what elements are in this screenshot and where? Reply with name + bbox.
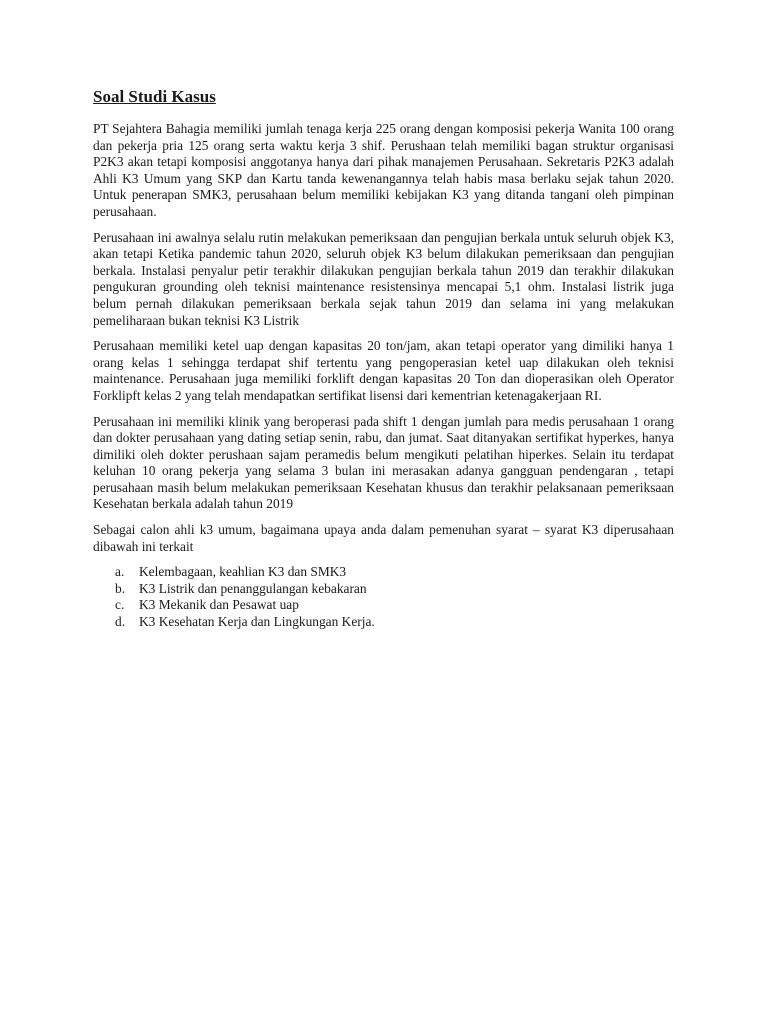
list-item: [115, 614, 674, 631]
list-marker: c.: [115, 597, 125, 613]
paragraph-company-profile: PT Sejahtera Bahagia memiliki jumlah tenaga kerja 225 orang dengan komposisi pekerja Wanita 100 orang dan pekerja pria 125 orang serta waktu kerja 3 shif. Perushaan telah memiliki bagan struktur organisasi P2K3 akan tetapi komposisi anggotanya hanya dari pihak manajemen Perusahaan. Sekretaris P2K3 adalah Ahli K3 Umum yang SKP dan Kartu tanda kewenangannya telah habis masa berlaku sejak tahun 2020. Untuk penerapan SMK3, perusahaan belum memiliki kebijakan K3 yang ditanda tangani oleh pimpinan perusahaan.: [93, 121, 674, 219]
list-marker: d.: [115, 614, 126, 630]
list-marker: b.: [115, 580, 126, 596]
list-item-text: K3 Kesehatan Kerja dan Lingkungan Kerja.: [139, 614, 375, 630]
paragraph-boiler-forklift: Perusahaan memiliki ketel uap dengan kapasitas 20 ton/jam, akan tetapi operator yang dimiliki hanya 1 orang kelas 1 sehingga terdapat shif tertentu yang pengoperasian ketel uap dilakukan oleh teknisi maintenance. Perusahaan juga memiliki forklift dengan kapasitas 20 Ton dan dioperasikan oleh Operator Forklipft kelas 2 yang telah mendapatkan sertifikat lisensi dari kementrian ketenagakerjaan RI.: [93, 338, 674, 403]
question-list: [93, 564, 674, 630]
paragraph-question: Sebagai calon ahli k3 umum, bagaimana upaya anda dalam pemenuhan syarat – syarat K3 diperusahaan dibawah ini terkait: [93, 522, 674, 554]
list-marker: a.: [115, 564, 125, 580]
paragraph-clinic: Perusahaan ini memiliki klinik yang beroperasi pada shift 1 dengan jumlah para medis perusahaan 1 orang dan dokter perusahaan yang dating setiap senin, rabu, dan jumat. Saat ditanyakan sertifikat hyperkes, hanya dimiliki oleh dokter perushaan sajam peramedis belum mengikuti pelatihan hiperkes. Selain itu terdapat keluhan 10 orang pekerja yang selama 3 bulan ini merasakan adanya gangguan pendengaran , tetapi perusahaan masih belum melakukan pemeriksaan Kesehatan khusus dan terakhir pelaksanaan pemeriksaan Kesehatan berkala adalah tahun 2019: [93, 413, 674, 512]
list-item: [115, 597, 674, 614]
document-title: Soal Studi Kasus: [93, 87, 216, 106]
paragraph-inspection: Perusahaan ini awalnya selalu rutin melakukan pemeriksaan dan pengujian berkala untuk seluruh objek K3, akan tetapi Ketika pandemic tahun 2020, seluruh objek K3 belum dilakukan pemeriksaan dan pengujian berkala. Instalasi penyalur petir terakhir dilakukan pengujian berkala tahun 2019 dan terakhir dilakukan pengukuran grounding oleh teknisi maintenance resistensinya mencapai 5,1 ohm. Instalasi listrik juga belum pernah dilakukan pemeriksaan berkala sejak tahun 2019 dan selama ini yang melakukan pemeliharaan bukan teknisi K3 Listrik: [93, 229, 674, 328]
document-page: [93, 86, 674, 631]
list-item: [115, 564, 674, 581]
list-item-text: Kelembagaan, keahlian K3 dan SMK3: [139, 564, 347, 580]
list-item-text: K3 Mekanik dan Pesawat uap: [139, 597, 299, 613]
list-item: [115, 581, 674, 598]
list-item-text: K3 Listrik dan penanggulangan kebakaran: [139, 580, 367, 596]
